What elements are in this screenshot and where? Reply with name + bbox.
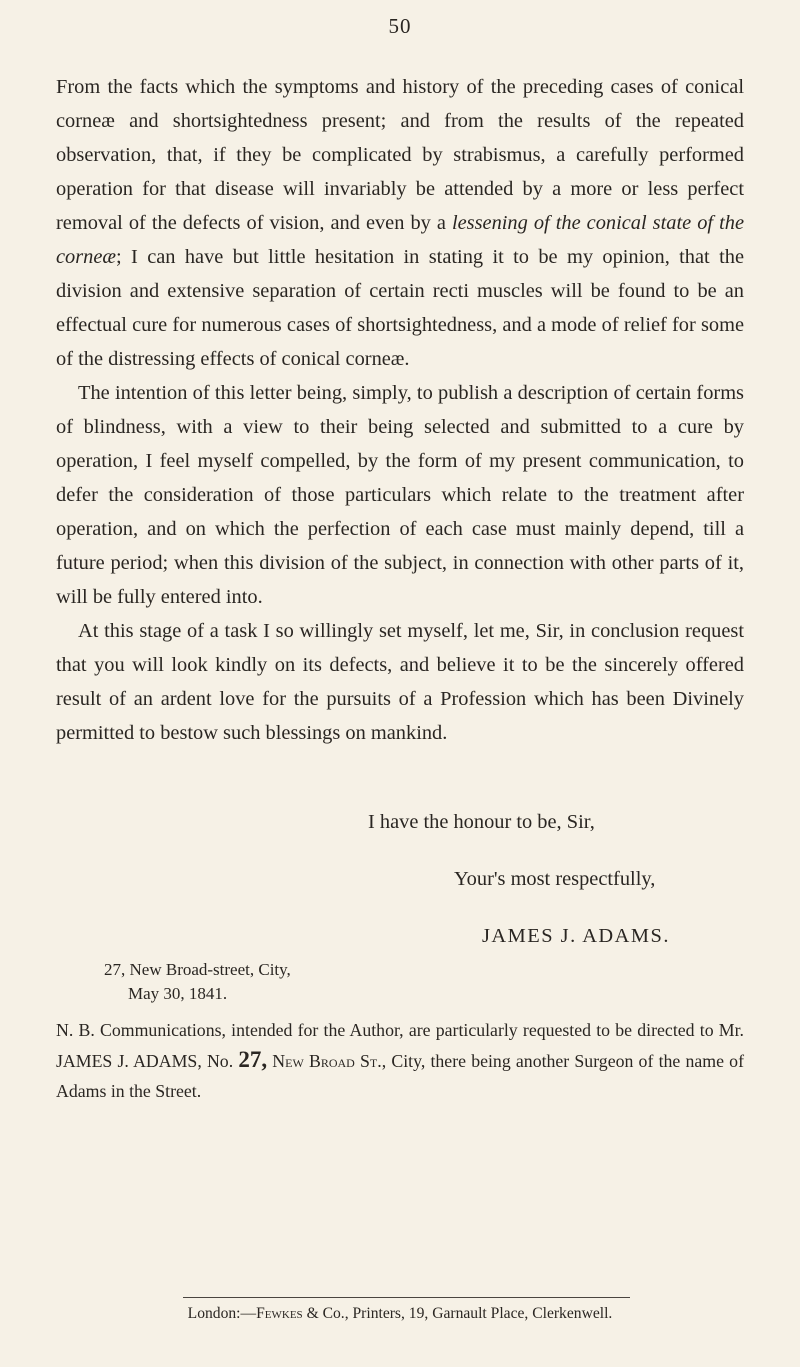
paragraph-2: The intention of this letter being, simply, to publish a description of certain forms of blindness, with a view to their being selected and submitted to a cure by operation, I feel myself compelled, by the form of my present communication, to defer the consideration of those particulars which relate to the treatment after operation, and on which the perfection of each case must mainly depend, till a future period; when this division of the subject, in connection with other parts of it, will be fully entered into.: [56, 382, 744, 608]
closing-salutation: I have the honour to be, Sir,: [368, 811, 595, 833]
imprint-printer-name: Fewkes: [256, 1305, 303, 1322]
paragraph-1-text-b: ; I can have but little hesitation in stating it to be my opinion, that the division and extensive separation of certain recti muscles will be found to be an effectual cure for numerous cases of shortsightedness, and a mode of relief for some of the distressing effects of conical corneæ.: [56, 246, 744, 370]
imprint-city: London:—: [187, 1305, 257, 1322]
printer-imprint: [0, 1303, 800, 1325]
paragraph-1-italic-phrase: lessening of the conical state of the corneæ: [56, 212, 745, 268]
street-name: New Broad St.: [267, 1051, 382, 1071]
paragraph-1: [56, 70, 744, 376]
author-signature: JAMES J. ADAMS.: [482, 925, 670, 947]
page-number: 50: [388, 14, 412, 38]
house-number: 27,: [238, 1047, 268, 1072]
imprint-details: & Co., Printers, 19, Garnault Place, Clerkenwell.: [302, 1305, 613, 1322]
imprint-rule: [183, 1297, 630, 1298]
paragraph-1-text-a: From the facts which the symptoms and history of the preceding cases of conical corneæ and shortsightedness present; and from the results of the repeated observation, that, if they be complicated by strabismus, a carefully performed operation for that disease will invariably be attended by a more or less perfect removal of the defects of vision, and even by a: [56, 76, 744, 234]
nota-bene-text-b: , City, there being another Surgeon of the name of Adams in the Street.: [56, 1051, 744, 1101]
nota-bene: [56, 1015, 744, 1106]
nota-bene-text-a: N. B. Communications, intended for the Author, are particularly requested to be directed to Mr. JAMES J. ADAMS, No.: [56, 1020, 744, 1071]
closing-valediction: Your's most respectfully,: [454, 868, 656, 890]
paragraph-3: At this stage of a task I so willingly set myself, let me, Sir, in conclusion request that you will look kindly on its defects, and believe it to be the sincerely offered result of an ardent love for the pursuits of a Profession which has been Divinely permitted to bestow such blessings on mankind.: [56, 620, 744, 744]
address-line: 27, New Broad-street, City,: [104, 960, 291, 979]
letter-body: [56, 70, 744, 750]
date-line: May 30, 1841.: [128, 984, 228, 1003]
